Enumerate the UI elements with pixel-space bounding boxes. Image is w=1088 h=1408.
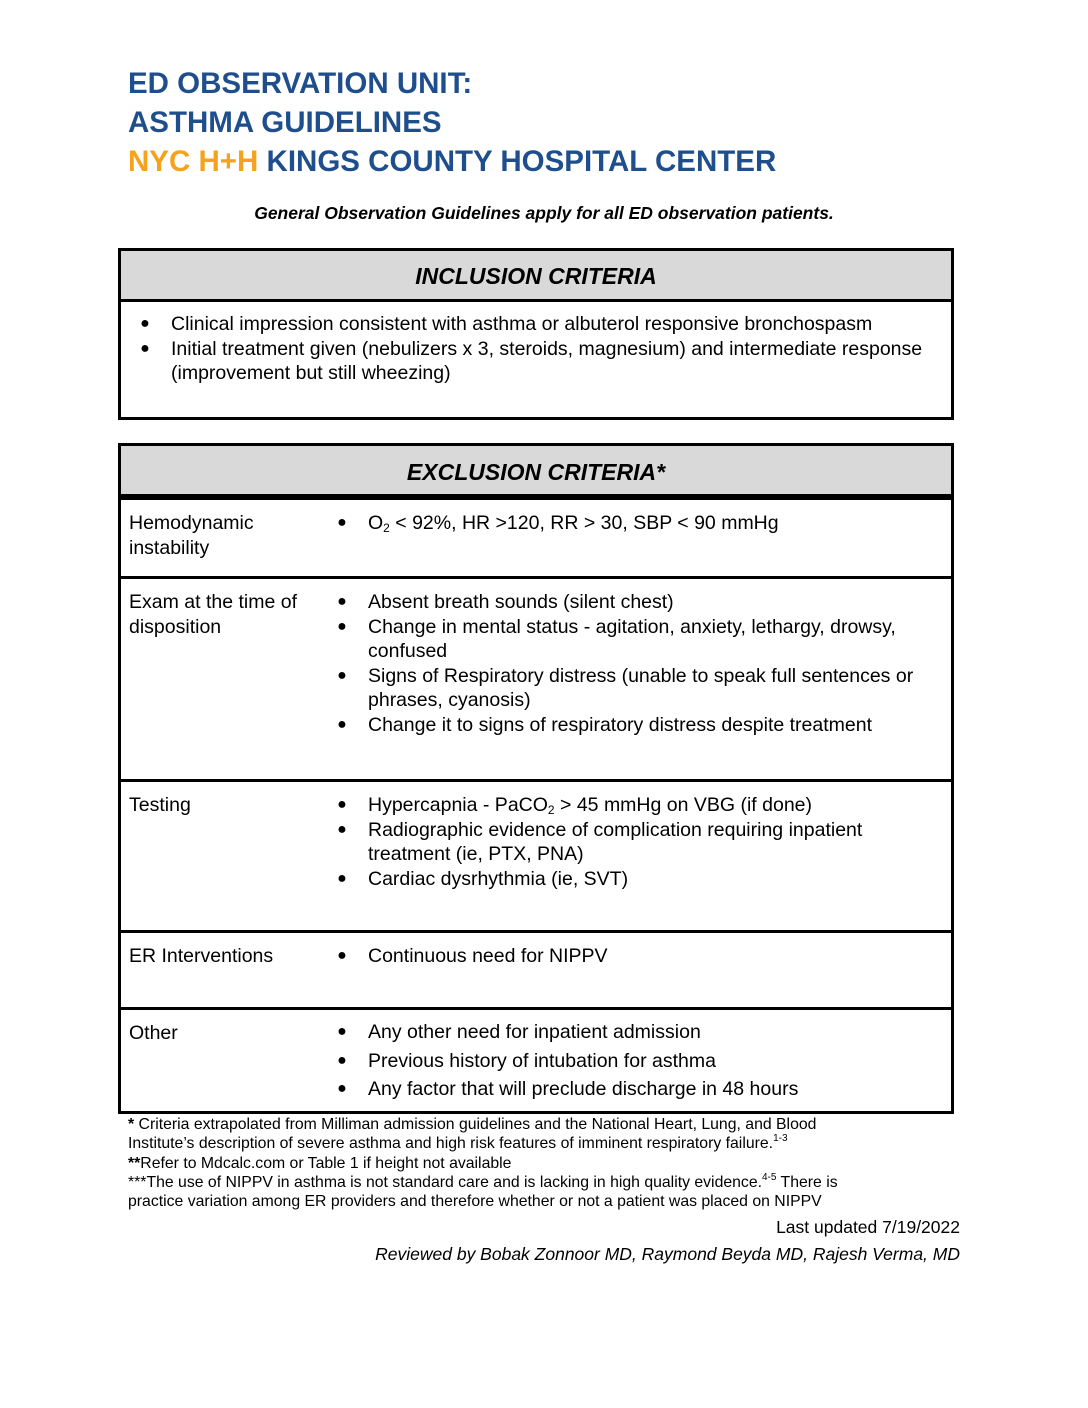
footnotes xyxy=(128,1115,948,1211)
list-item xyxy=(332,793,942,818)
row-criteria-list xyxy=(332,511,942,536)
subtitle: General Observation Guidelines apply for all ED observation patients. xyxy=(254,203,834,223)
list-item: ● Any other need for inpatient admission xyxy=(332,1018,942,1047)
bullet-icon: ● xyxy=(337,1023,347,1040)
title-line-2: ASTHMA GUIDELINES xyxy=(128,106,442,139)
list-item: ● Clinical impression consistent with asthma or albuterol responsive bronchospasm xyxy=(135,312,935,337)
bullet-icon: ● xyxy=(337,869,347,887)
bullet-icon: ● xyxy=(337,820,347,838)
bullet-icon: ● xyxy=(337,593,347,610)
reviewed-by: Reviewed by Bobak Zonnoor MD, Raymond Beyda MD, Rajesh Verma, MD xyxy=(375,1244,960,1264)
row-label: Hemodynamic instability xyxy=(129,512,254,559)
row-label: Exam at the time of disposition xyxy=(129,591,297,638)
hypercapnia-criteria: Hypercapnia - PaCO$_2$ > 45 mmHg on VBG (if done) xyxy=(368,794,813,817)
row-er-interventions xyxy=(121,930,951,1007)
footnote-2: **Refer to Mdcalc.com or Table 1 if height not available xyxy=(128,1154,512,1172)
inclusion-header: INCLUSION CRITERIA xyxy=(121,251,951,302)
row-label: ER Interventions xyxy=(129,945,274,967)
footnote-3-cont: practice variation among ER providers and therefore whether or not a patient was placed on NIPPV xyxy=(128,1193,822,1211)
bullet-icon: ● xyxy=(337,617,347,635)
list-item: ● Any factor that will preclude discharge in 48 hours xyxy=(332,1075,942,1104)
list-item: ● Change in mental status - agitation, anxiety, lethargy, drowsy, confused xyxy=(332,615,942,664)
footnote-1-cont: Institute’s description of severe asthma and high risk features of imminent respiratory failure.$^{1-3}$ xyxy=(128,1133,788,1153)
list-item: ● Absent breath sounds (silent chest) xyxy=(332,590,942,615)
inclusion-criteria-box xyxy=(118,248,954,420)
bullet-icon: ● xyxy=(337,1080,347,1097)
bullet-icon: ● xyxy=(140,339,150,357)
list-item: ● Radiographic evidence of complication requiring inpatient treatment (ie, PTX, PNA) xyxy=(332,818,942,867)
list-item: ● Continuous need for NIPPV xyxy=(332,944,942,969)
row-exam xyxy=(121,576,951,779)
exclusion-header: EXCLUSION CRITERIA* xyxy=(121,446,951,497)
list-item: ● Previous history of intubation for asthma xyxy=(332,1047,942,1076)
inclusion-list xyxy=(135,312,935,386)
row-label: Other xyxy=(129,1022,178,1044)
row-criteria-list xyxy=(332,590,942,738)
title-line-1: ED OBSERVATION UNIT: xyxy=(128,67,473,100)
row-criteria-list xyxy=(332,944,942,969)
org-name: NYC H+H xyxy=(128,145,259,178)
list-item: ● Initial treatment given (nebulizers x 3, steroids, magnesium) and intermediate response (improvement but still wheezing) xyxy=(135,337,935,386)
list-item xyxy=(332,511,942,536)
document-title xyxy=(128,64,776,181)
list-item: ● Signs of Respiratory distress (unable to speak full sentences or phrases, cyanosis) xyxy=(332,664,942,713)
title-line-3 xyxy=(128,142,776,181)
bullet-icon: ● xyxy=(140,315,150,332)
bullet-icon: ● xyxy=(337,796,347,813)
row-hemodynamic xyxy=(121,497,951,576)
row-criteria-list xyxy=(332,1018,942,1104)
bullet-icon: ● xyxy=(337,666,347,684)
bullet-icon: ● xyxy=(337,715,347,733)
exclusion-criteria-box xyxy=(118,443,954,1114)
row-criteria-list xyxy=(332,793,942,891)
vitals-criteria: $O_2 < 92\%$, HR >120, RR > 30, SBP < 90 mmHg xyxy=(368,512,779,535)
last-updated: Last updated 7/19/2022 xyxy=(776,1217,960,1237)
hospital-name: KINGS COUNTY HOSPITAL CENTER xyxy=(266,145,777,178)
bullet-icon: ● xyxy=(337,514,347,531)
bullet-icon: ● xyxy=(337,1051,347,1069)
row-label: Testing xyxy=(129,794,191,816)
row-testing xyxy=(121,779,951,930)
footnote-1: * Criteria extrapolated from Milliman admission guidelines and the National Heart, Lung, and Blood xyxy=(128,1116,817,1133)
footnote-3: ***The use of NIPPV in asthma is not standard care and is lacking in high quality evidence.$^{4-5}$ There is xyxy=(128,1171,838,1191)
row-other xyxy=(121,1007,951,1114)
list-item: ● Change it to signs of respiratory distress despite treatment xyxy=(332,713,942,738)
bullet-icon: ● xyxy=(337,947,347,964)
list-item: ● Cardiac dysrhythmia (ie, SVT) xyxy=(332,867,942,892)
